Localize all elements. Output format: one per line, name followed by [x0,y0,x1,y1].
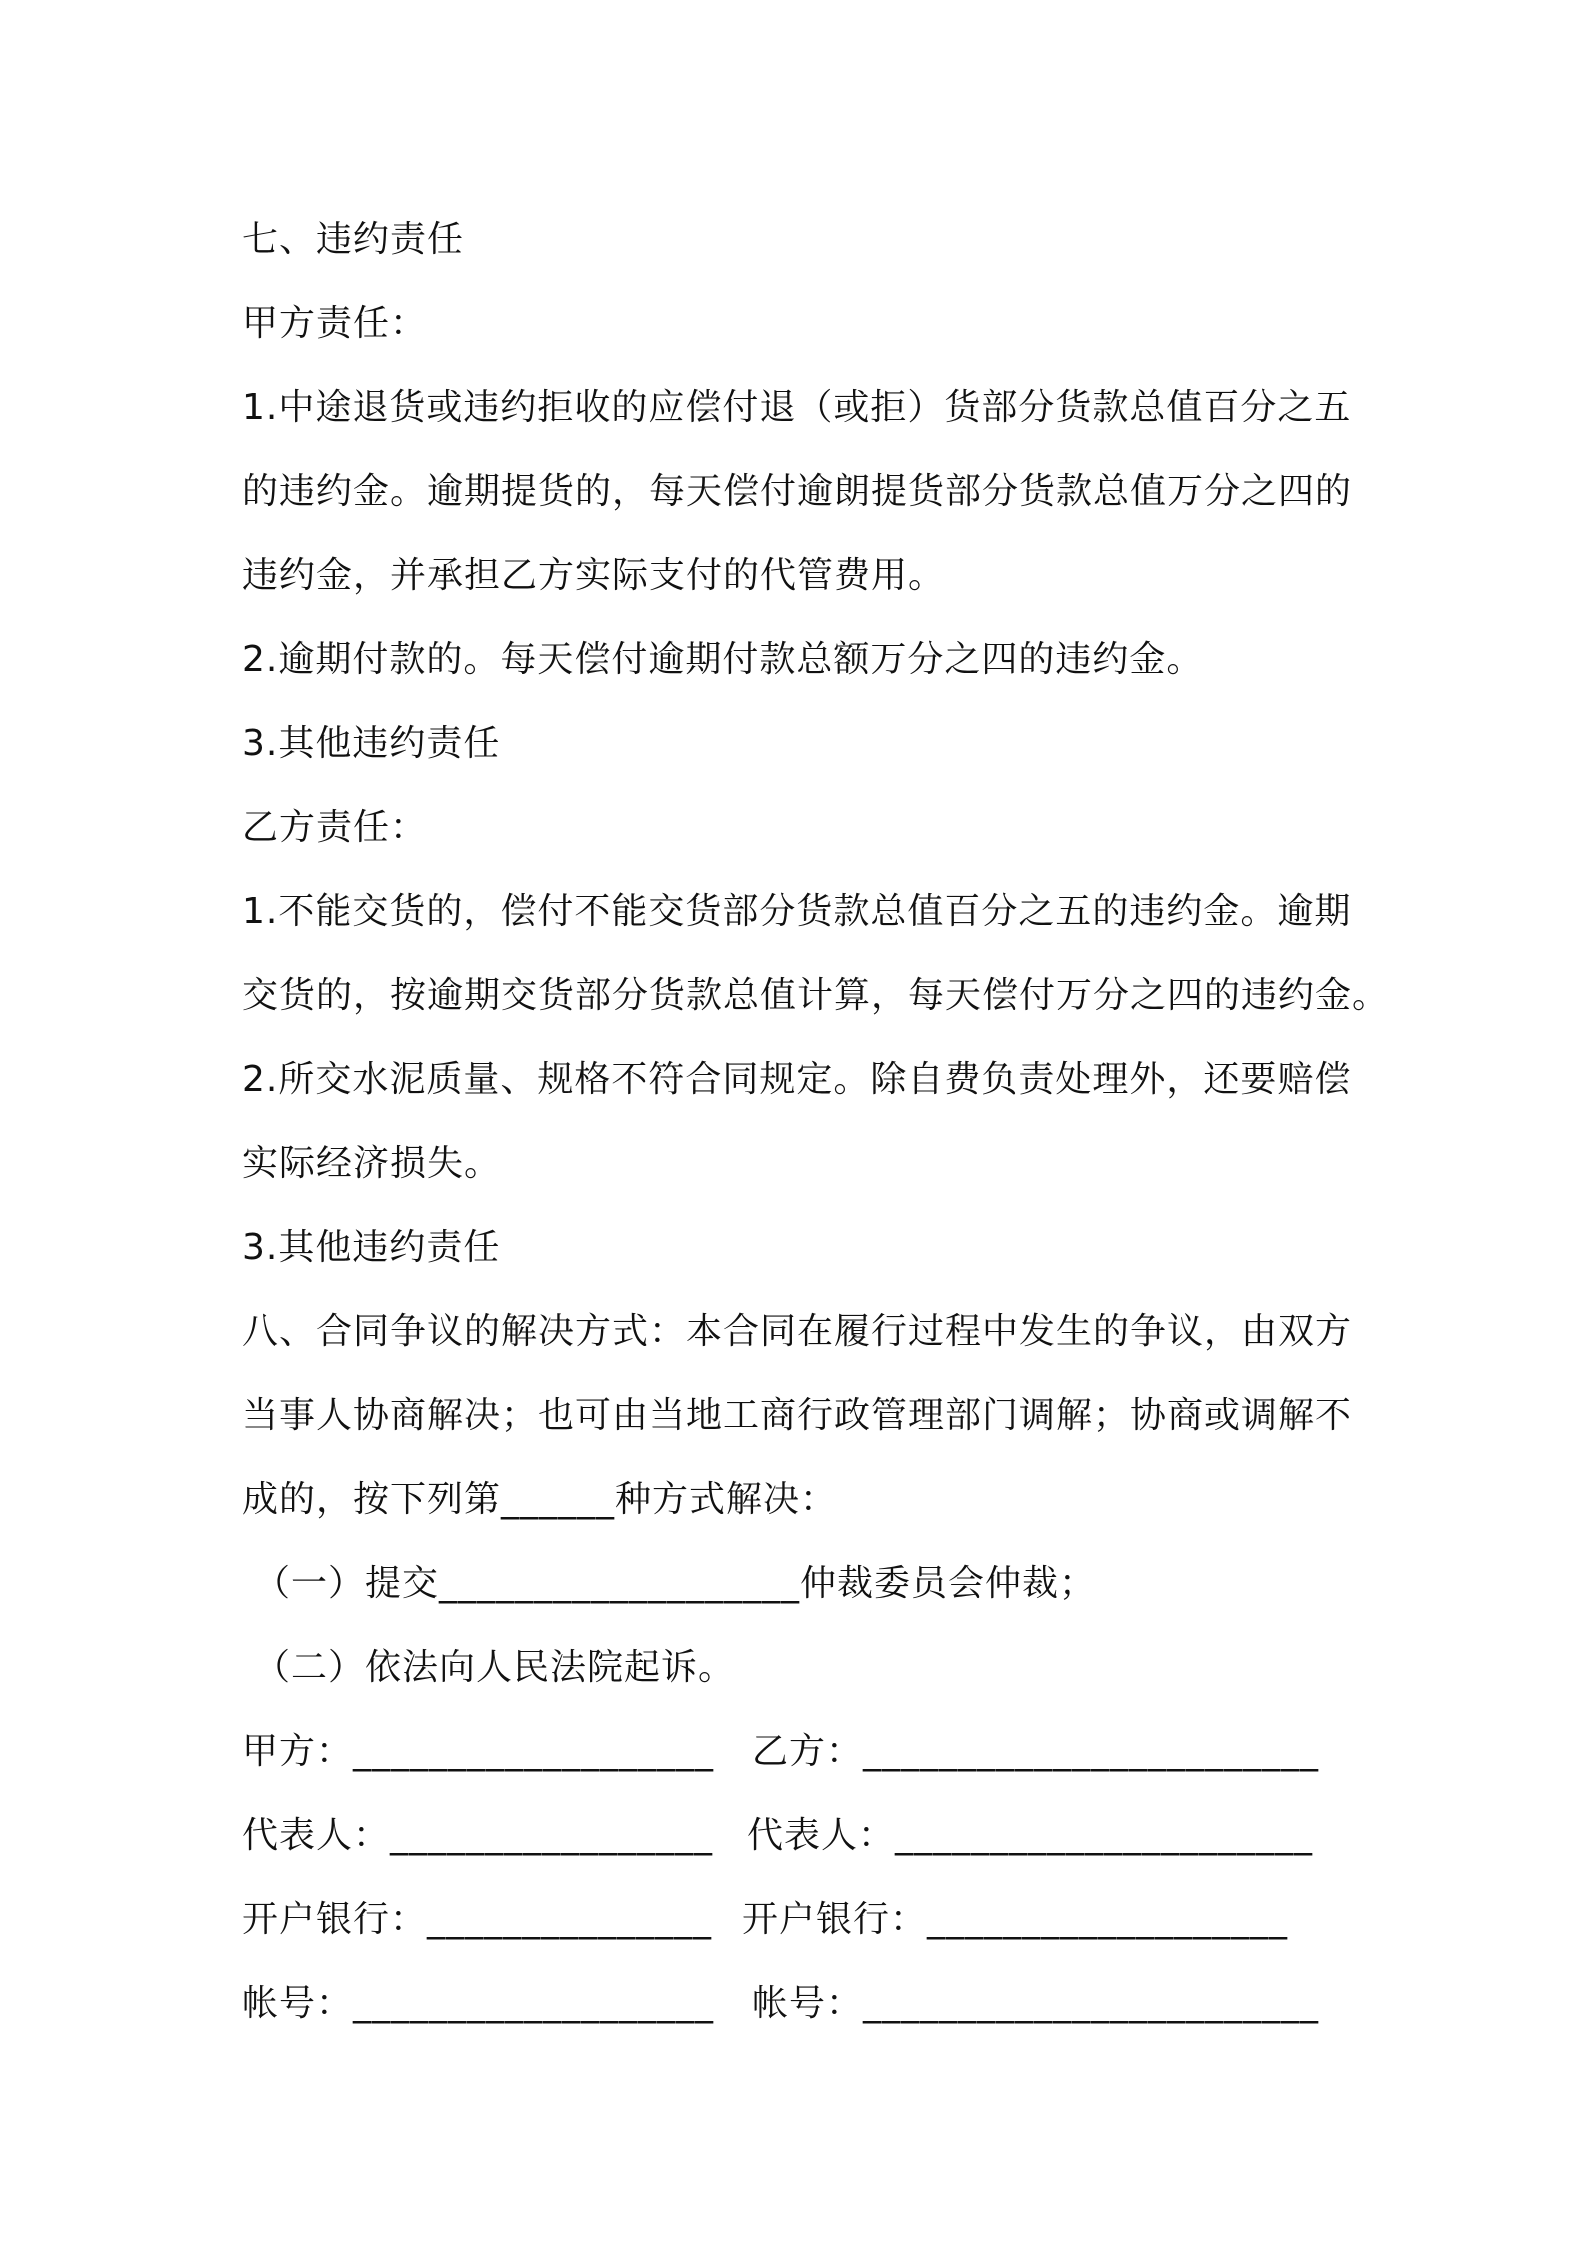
party-b-representative-field: 代表人：______________________ [747,1815,1314,1856]
party-a-item-1-line-3: 违约金，并承担乙方实际支付的代管费用。 [242,555,946,596]
dispute-option-2: （二）依法向人民法院起诉。 [254,1647,736,1688]
party-a-item-1-line-1: 1.中途退货或违约拒收的应偿付退（或拒）货部分货款总值百分之五 [242,387,1352,428]
party-a-account-field: 帐号：___________________ [242,1983,715,2024]
signature-row-representative [242,1794,1362,1878]
party-a-item-2: 2.逾期付款的。每天偿付逾期付款总额万分之四的违约金。 [242,639,1204,680]
party-a-item-1-line-2: 的违约金。逾期提货的，每天偿付逾朗提货部分货款总值万分之四的 [242,471,1353,512]
section-8-line-2: 当事人协商解决；也可由当地工商行政管理部门调解；协商或调解不 [242,1395,1353,1436]
party-b-bank-field: 开户银行：___________________ [742,1899,1289,1940]
party-a-responsibility-heading: 甲方责任： [242,303,428,344]
party-b-item-2-line-1: 2.所交水泥质量、规格不符合同规定。除自费负责处理外，还要赔偿 [242,1059,1352,1100]
party-b-item-1-line-1: 1.不能交货的，偿付不能交货部分货款总值百分之五的违约金。逾期 [242,891,1352,932]
dispute-option-1: （一）提交___________________仲裁委员会仲裁； [254,1563,1097,1604]
document-body [242,198,1390,2046]
section-7-heading: 七、违约责任 [242,219,465,260]
party-b-item-2-line-2: 实际经济损失。 [242,1143,502,1184]
party-b-item-1-line-2: 交货的，按逾期交货部分货款总值计算，每天偿付万分之四的违约金。 [242,975,1390,1016]
party-a-item-3: 3.其他违约责任 [242,723,501,764]
signature-row-party [242,1710,1362,1794]
party-b-responsibility-heading: 乙方责任： [242,807,428,848]
party-a-representative-field: 代表人：_________________ [242,1815,714,1856]
signature-row-account [242,1962,1362,2046]
party-b-signature-field: 乙方：________________________ [752,1731,1320,1772]
section-8-line-1: 八、合同争议的解决方式：本合同在履行过程中发生的争议，由双方 [242,1311,1353,1352]
party-b-account-field: 帐号：________________________ [752,1983,1320,2024]
signature-row-bank [242,1878,1362,1962]
section-8-line-3: 成的，按下列第______种方式解决： [242,1479,838,1520]
party-a-signature-field: 甲方：___________________ [242,1731,715,1772]
party-b-item-3: 3.其他违约责任 [242,1227,501,1268]
party-a-bank-field: 开户银行：_______________ [242,1899,713,1940]
